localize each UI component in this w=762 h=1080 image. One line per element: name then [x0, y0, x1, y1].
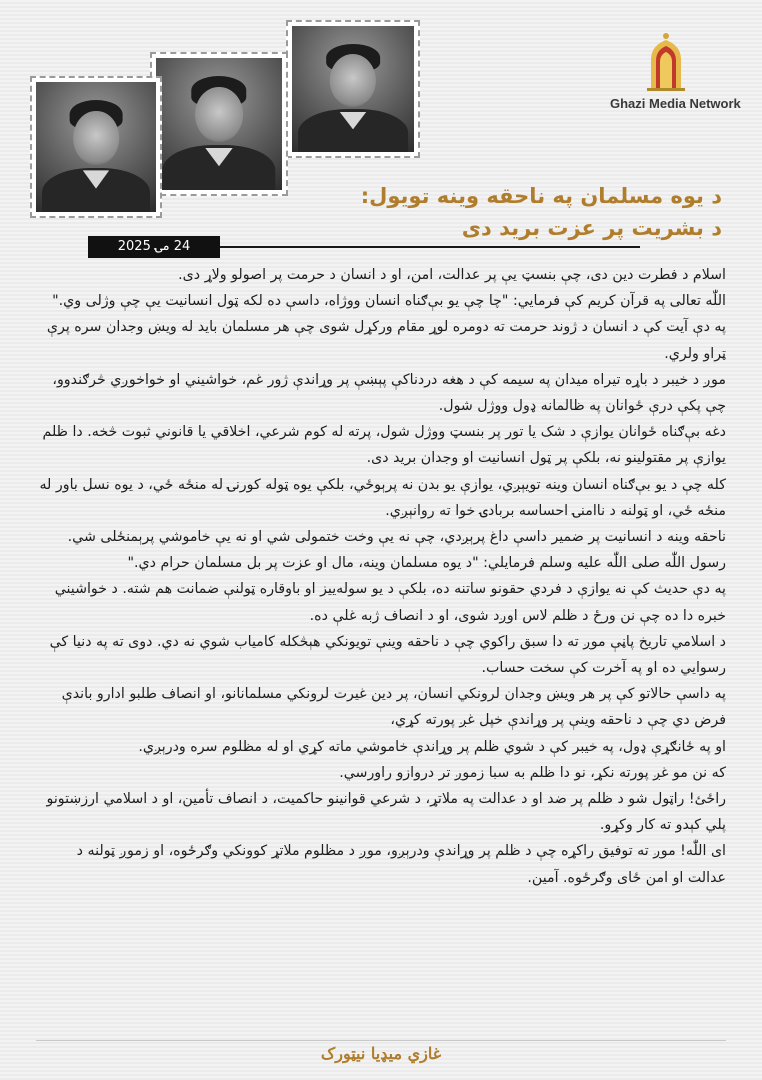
divider — [220, 246, 640, 248]
paragraph: اسلام د فطرت دین دی، چې بنسټ یې پر عدالت، امن، او د انسان د حرمت پر اصولو ولاړ دی. — [178, 267, 726, 283]
paragraph: د اسلامي تاریخ پاڼې موږ ته دا سبق راکوي چې د ناحقه وینې تویونکي هېڅکله کامیاب شوي نه دي. دوی ته په دنیا کې رسوایي ده او په آخرت کې سخت حساب. — [49, 633, 726, 677]
paragraph: ناحقه وینه د انسانیت پر ضمیر داسې داغ پرېږدي، چې نه یې وخت ختمولی شي او نه یې خاموشي پرېمنځلی شي. — [67, 529, 726, 546]
paragraph: کله چې د یو بې‌ګناه انسان وینه تویېږي، یوازې یو بدن نه پرېوځي، بلکې یوه ټوله کورنۍ له منځه ځي، د یوه نسل باور له منځه ځي، او ټولنه د ناامنۍ احساسه بربادۍ خوا ته روانېږي. — [39, 476, 726, 519]
ghazi-media-logo — [610, 30, 741, 111]
photo-right — [286, 20, 420, 158]
article-body — [36, 262, 726, 1038]
paragraph: ای اللّٰه! موږ ته توفیق راکړه چې د ظلم پر وړاندې ودرېږو، موږ د مظلوم ملاتړ کوونکي وګرځوه، او زموږ ټولنه د عدالت او امن ځای وګرځوه. آمین. — [76, 843, 726, 886]
paragraph: او په ځانګړې ډول، په خیبر کې د شوي ظلم پر وړاندې خاموشي ماته کړي او له مظلوم سره ودرېږي. — [138, 738, 726, 755]
arch-tower-icon — [639, 30, 693, 92]
headline-line-2: د بشریت پر عزت برید دی — [461, 216, 722, 240]
portrait-image — [292, 26, 414, 152]
paragraph: راځئ! راټول شو د ظلم پر ضد او د عدالت په ملاتړ، د شرعي قوانینو حاکمیت، د انصاف تأمین، او د اسلامي ارزښتونو پلي کېدو ته کار وکړو. — [46, 791, 726, 834]
portrait-image — [36, 82, 156, 212]
paragraph: موږ د خیبر د باړه تیراه میدان په سیمه کې د هغه دردناکې پېښې پر وړاندې ژور غم، خواشیني او خواخوږي څرګندوو، چې پکې درې ځوانان په ظالمانه ډول ووژل شول. — [52, 371, 726, 415]
paragraph: اللّٰه تعالی په قرآن کریم کې فرمايي: "چا چې یو بې‌ګناه انسان ووژاه، داسې ده لکه ټول انسانیت یې چې وژلی وي." — [52, 293, 726, 310]
portrait-image — [156, 58, 282, 190]
footer-divider — [36, 1040, 726, 1041]
paragraph: که نن مو غږ پورته نکړ، نو دا ظلم به سبا زموږ تر دروازو راورسي. — [339, 764, 726, 781]
photo-middle — [150, 52, 288, 196]
footer-logo: غازي میډیا نیټورک — [320, 1044, 442, 1063]
paragraph: رسول اللّٰه صلی اللّٰه علیه وسلم فرمایلي: "د یوه مسلمان وینه، مال او عزت پر بل مسلمان حرام دي." — [127, 555, 726, 572]
headline-line-1: د یوه مسلمان په ناحقه وینه تویول: — [360, 184, 722, 208]
paragraph: دغه بې‌ګناه ځوانان یوازې د شک یا تور پر بنسټ ووژل شول، پرته له کوم شرعي، اخلاقي یا قانوني ثبوت څخه. دا ظلم یوازې پر مقتولینو نه، بلکې پر ټول انسانیت او وجدان برید دی. — [42, 424, 726, 467]
paragraph: په داسې حالاتو کې پر هر ویښ وجدان لرونکي انسان، پر دین غیرت لرونکي مسلمانانو، او انصاف طلبو ادارو باندې فرض دي چې د ناحقه وینې پر وړاندې خپل غږ پورته کړي، — [61, 686, 726, 729]
logo-title: Ghazi Media Network — [610, 96, 741, 111]
headline — [302, 180, 722, 244]
paragraph: په دې حدیث کې نه یوازې د فردي حقونو ساتنه ده، بلکې د یو سوله‌ییز او باوقاره ټولنې ضمانت هم شته. د خواشیني خبره دا ده چې نن ورځ د ظلم لاس اوږد شوی، او د انصاف ژبه غلې ده. — [54, 581, 726, 624]
photo-left — [30, 76, 162, 218]
date-label: 24 مۍ 2025 — [88, 236, 220, 258]
paragraph: په دې آیت کې د انسان د ژوند حرمت ته دومره لوړ مقام ورکړل شوی چې هر مسلمان باید له ویښ وجدان سره پرې ټراو ولري. — [46, 319, 726, 362]
